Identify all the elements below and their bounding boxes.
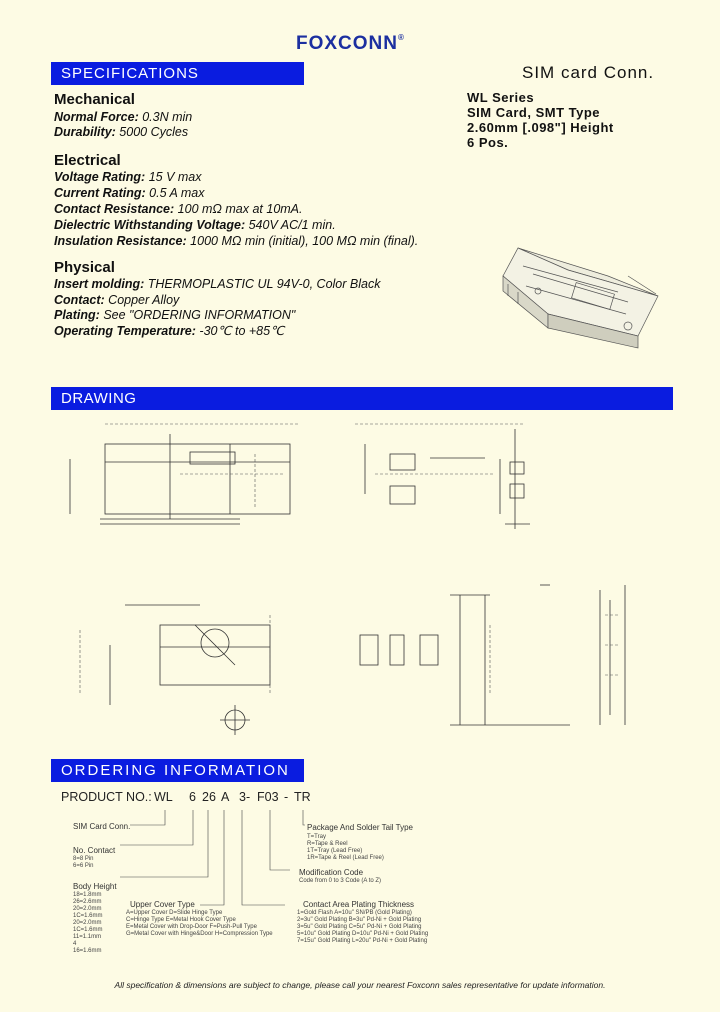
spec-line: Current Rating: 0.5 A max	[54, 186, 205, 200]
product-3d-image	[478, 236, 668, 356]
product-title: SIM card Conn.	[522, 63, 655, 82]
option: 20=2.0mm	[73, 920, 102, 926]
ordering-header: ORDERING INFORMATION	[51, 759, 304, 782]
option: C=Hinge Type E=Metal Hook Cover Type	[126, 917, 236, 923]
code-height: 26	[202, 790, 216, 804]
spec-line: Contact Resistance: 100 mΩ max at 10mA.	[54, 202, 303, 216]
package-options	[307, 834, 384, 862]
option: 2=3u" Gold Plating B=3u" Pd-Ni + Gold Plating	[297, 917, 422, 923]
plating-label: Contact Area Plating Thickness	[303, 900, 415, 909]
option: 7=15u" Gold Plating L=20u" Pd-Ni + Gold Plating	[297, 938, 428, 944]
spec-line: Plating: See "ORDERING INFORMATION"	[54, 308, 296, 322]
product-series	[467, 90, 614, 150]
code-packing: TR	[294, 790, 311, 804]
drawing-layout	[345, 575, 675, 745]
plating-options	[297, 910, 428, 945]
no-contact-options	[73, 856, 94, 870]
electrical-heading: Electrical	[54, 152, 121, 169]
option: 16=1.6mm	[73, 948, 102, 954]
drawing-footprint	[60, 575, 300, 745]
modification-options	[299, 878, 381, 885]
package-label: Package And Solder Tail Type	[307, 823, 413, 832]
option: 1T=Tray (Lead Free)	[307, 848, 363, 854]
spec-line: Durability: 5000 Cycles	[54, 125, 189, 139]
spec-line: Contact: Copper Alloy	[54, 293, 180, 307]
series-line: 2.60mm [.098"] Height	[467, 120, 614, 135]
physical-heading: Physical	[54, 259, 115, 276]
spec-line: Insert molding: THERMOPLASTIC UL 94V-0, Color Black	[54, 277, 381, 291]
registered-mark: ®	[398, 33, 405, 42]
option: E=Metal Cover with Drop-Door F=Push-Pull Type	[126, 924, 257, 930]
foxconn-logo	[296, 33, 405, 55]
upper-cover-label: Upper Cover Type	[130, 900, 195, 909]
option: T=Tray	[307, 834, 326, 840]
code-contacts: 6	[189, 790, 196, 804]
option: 20=2.0mm	[73, 906, 102, 912]
option: 26=2.6mm	[73, 899, 102, 905]
option: 8=8 Pin	[73, 856, 94, 862]
spec-line: Voltage Rating: 15 V max	[54, 170, 202, 184]
option: 1C=1.6mm	[73, 927, 103, 933]
product-no-label: PRODUCT NO.:	[61, 790, 152, 804]
logo-text: FOXCONN	[296, 33, 398, 54]
option: 1C=1.6mm	[73, 913, 103, 919]
option: 1R=Tape & Reel (Lead Free)	[307, 855, 384, 861]
series-line: SIM Card, SMT Type	[467, 105, 600, 120]
series-line: 6 Pos.	[467, 135, 509, 150]
code-plating: 3-	[239, 790, 251, 804]
mechanical-heading: Mechanical	[54, 91, 135, 108]
option: G=Metal Cover with Hinge&Door H=Compression Type	[126, 931, 273, 937]
spec-line: Operating Temperature: -30℃ to +85℃	[54, 324, 285, 338]
option: 18=1.8mm	[73, 892, 102, 898]
product-number	[61, 790, 341, 806]
option: 11=1.1mm	[73, 934, 102, 940]
option: 3=5u" Gold Plating C=5u" Pd-Ni + Gold Plating	[297, 924, 422, 930]
option: 5=10u" Gold Plating D=10u" Pd-Ni + Gold Plating	[297, 931, 429, 937]
option: R=Tape & Reel	[307, 841, 348, 847]
code-modification: F03	[257, 790, 279, 804]
option: 4	[73, 941, 77, 947]
body-height-label: Body Height	[73, 882, 117, 891]
upper-cover-options	[126, 910, 273, 938]
spec-line: Normal Force: 0.3N min	[54, 110, 193, 124]
footer-note: All specification & dimensions are subject to change, please call your nearest Foxconn sales representative for update information.	[114, 980, 606, 990]
code-cover: A	[221, 790, 230, 804]
body-height-options	[73, 892, 103, 955]
drawing-header: DRAWING	[51, 387, 673, 410]
modification-label: Modification Code	[299, 868, 364, 877]
spec-line: Insulation Resistance: 1000 MΩ min (initial), 100 MΩ min (final).	[54, 234, 419, 248]
spec-line: Dielectric Withstanding Voltage: 540V AC/1 min.	[54, 218, 336, 232]
no-contact-label: No. Contact	[73, 846, 116, 855]
drawing-top-view	[60, 414, 300, 534]
code-dash: -	[284, 790, 289, 804]
option: Code from 0 to 3 Code (A to Z)	[299, 878, 382, 884]
specifications-header: SPECIFICATIONS	[51, 62, 304, 85]
sim-card-conn-label: SIM Card Conn.	[73, 822, 131, 831]
code-series: WL	[154, 790, 173, 804]
option: A=Upper Cover D=Slide Hinge Type	[126, 910, 223, 916]
series-line: WL Series	[467, 90, 535, 105]
option: 1=Gold Flash A=10u" SN/PB (Gold Plating)	[297, 910, 412, 916]
drawing-side-view	[345, 414, 535, 534]
option: 6=6 Pin	[73, 863, 94, 869]
